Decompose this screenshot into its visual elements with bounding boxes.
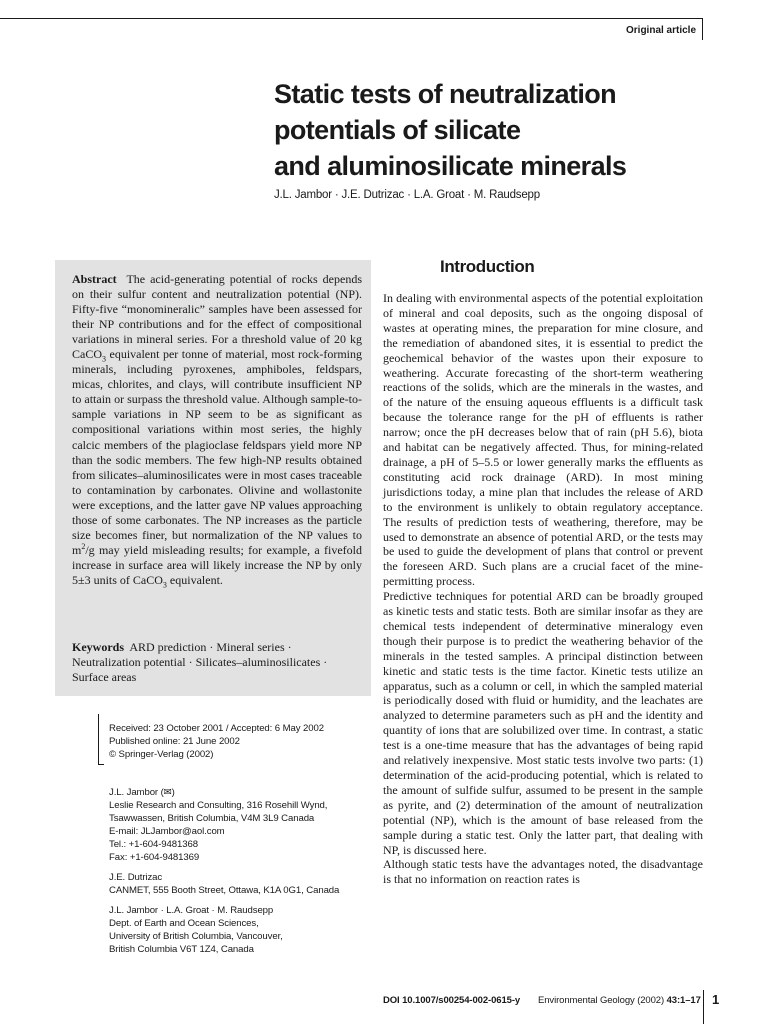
volume-pages: 43:1–17	[666, 995, 701, 1006]
keywords	[72, 640, 362, 685]
introduction-paragraph: Although static tests have the advantages noted, the disadvantage is that no information on reaction rates is	[383, 857, 703, 887]
introduction-body	[383, 291, 703, 887]
aff1-line: Tel.: +1-604-9481368	[109, 839, 198, 850]
aff1-line: J.L. Jambor (✉)	[109, 787, 175, 798]
dates-rule	[98, 714, 99, 764]
abstract	[72, 272, 362, 588]
introduction-paragraph: In dealing with environmental aspects of the potential exploitation of mineral and coal deposits, such as the ongoing disposal of wastes at operating mines, the preparation for mine closure, and the remediation of abandoned sites, it is essential to predict the geochemical behavior of the wastes upon their exposure to weathering. Accurate forecasting of the short-term weathering reactions of the solids, which are the minerals in the wastes, and of the nature of the ensuing aqueous effluents is a difficult task because the tolerance range for the pH of effluents is rather narrow; once the pH decreases below that of rain (pH 5.6), biota and habitat can be negatively affected. Thus, for mining-related drainage, a pH of 5–5.5 or lower generally marks the effluents as constituting acid rock drainage (ARD). In most mining jurisdictions today, a mine plan that includes the release of ARD to the environment is unlikely to obtain regulatory acceptance. The results of prediction tests of weathering, therefore, may be used to demonstrate an absence of potential ARD, or the tests may be used to guide the development of plans that control or prevent the foreseen ARD. Such plans are a crucial facet of the mine-permitting process.	[383, 291, 703, 589]
abstract-body-3: /g may yield misleading results; for example, a fivefold increase in surface area will likely increase the NP by only 5±3 units of CaCO	[72, 542, 362, 587]
page-number: 1	[712, 992, 720, 1007]
header-rule-tick	[702, 18, 703, 40]
introduction-paragraph: Predictive techniques for potential ARD can be broadly grouped as kinetic tests and static tests. Both are similar insofar as they are chemical tests independent of determinative mineralogy even though their purpose is to predict the weathering behavior of the minerals in the tested samples. A principal distinction between kinetic and static tests is the time factor. Kinetic tests utilize an apparatus, such as a column or cell, in which the sampled material is periodically dosed with fluid or humidity, and the leachates are analyzed to determine parameters such as pH and the identity and quantity of ions that are solubilized over time. In contrast, a static test is a one-time measure that has the advantages of being rapid and relatively inexpensive. Most static tests involve two parts: (1) determination of the acid-producing potential, which is related to the amount of sulfide sulfur, assumed to be present in the sample as pyrite, and (2) determination of the amount of neutralization potential (NP), which is the amount of base released from the sample during a static test. Only the latter part, that dealing with NP, is discussed here.	[383, 589, 703, 857]
abstract-body-2: equivalent per tonne of material, most rock-forming minerals, including pyroxenes, amphiboles, feldspars, micas, chlorites, and clays, will contribute insufficient NP to attain or surpass the threshold value. Although sample-to-sample variations in NP seem to be as significant as compositional variations within most series, the highly calcic members of the plagioclase feldspars yield more NP than the sodic members. The few high-NP results obtained from silicates–aluminosilicates were in most cases traceable to contamination by carbonates. Olivine and wollastonite were exceptions, and the latter gave NP values approaching those of some carbonates. The NP increases as the particle size becomes finer, but normalization of the NP values to m	[72, 347, 362, 557]
aff1-line: Tsawwassen, British Columbia, V4M 3L9 Canada	[109, 813, 315, 824]
abstract-subscript-2: 3	[162, 580, 167, 590]
author-list: J.L. Jambor · J.E. Dutrizac · L.A. Groat · M. Raudsepp	[274, 189, 540, 201]
aff1-line: Fax: +1-604-9481369	[109, 852, 200, 863]
header-rule	[0, 18, 703, 19]
doi-label: DOI 10.1007/s00254-002-0615-y	[383, 995, 521, 1006]
keywords-label: Keywords	[72, 640, 124, 654]
journal-name: Environmental Geology (2002)	[538, 995, 665, 1006]
title-line-1: Static tests of neutralization	[274, 79, 617, 109]
copyright-line: © Springer-Verlag (2002)	[109, 749, 214, 760]
abstract-body-4: equivalent.	[166, 572, 223, 587]
introduction-heading: Introduction	[440, 257, 535, 276]
keywords-list: ARD prediction · Mineral series · Neutralization potential · Silicates–aluminosilicates · Surface areas	[72, 640, 328, 684]
abstract-label: Abstract	[72, 272, 117, 286]
article-type-label: Original article	[626, 25, 697, 36]
footer-rule	[703, 990, 704, 1024]
title-line-3: and aluminosilicate minerals	[274, 151, 627, 181]
dates-rule-foot	[98, 764, 104, 765]
abstract-subscript-1: 3	[102, 354, 106, 364]
affiliation-jambor	[109, 786, 327, 864]
aff3-line: Dept. of Earth and Ocean Sciences,	[109, 918, 259, 929]
affiliation-dutrizac	[109, 871, 339, 897]
aff3-line: University of British Columbia, Vancouver,	[109, 931, 283, 942]
publication-dates	[109, 722, 324, 761]
received-accepted-line: Received: 23 October 2001 / Accepted: 6 May 2002	[109, 723, 324, 734]
journal-citation	[538, 995, 701, 1006]
aff2-line: CANMET, 555 Booth Street, Ottawa, K1A 0G1, Canada	[109, 885, 340, 896]
published-online-line: Published online: 21 June 2002	[109, 736, 240, 747]
abstract-superscript-1: 2	[81, 541, 86, 551]
paper-title	[274, 76, 714, 184]
aff3-line: British Columbia V6T 1Z4, Canada	[109, 944, 254, 955]
aff3-line: J.L. Jambor · L.A. Groat · M. Raudsepp	[109, 905, 274, 916]
abstract-body-1: The acid-generating potential of rocks depends on their sulfur content and neutralization potential (NP). Fifty-five “monomineralic” samples have been assessed for their NP contributions and for the effect of compositional variations in mineral series. For a threshold value of 20 kg CaCO	[72, 272, 362, 362]
aff2-line: J.E. Dutrizac	[109, 872, 163, 883]
title-line-2: potentials of silicate	[274, 115, 521, 145]
aff1-line: Leslie Research and Consulting, 316 Rosehill Wynd,	[109, 800, 328, 811]
affiliation-ubc	[109, 904, 283, 956]
email-link[interactable]: E-mail: JLJambor@aol.com	[109, 826, 225, 837]
